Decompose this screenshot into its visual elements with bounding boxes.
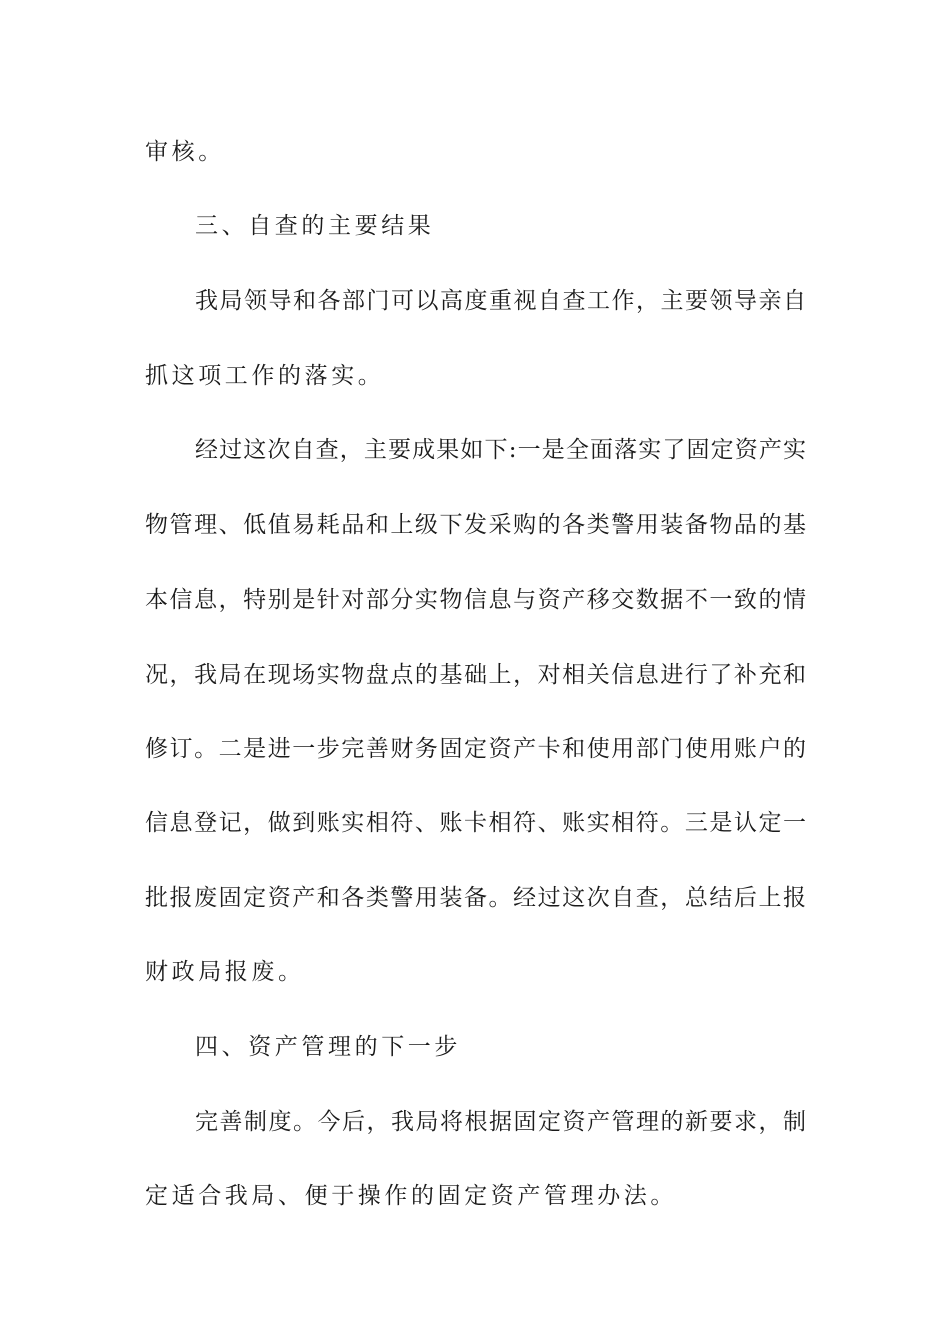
- paragraph-line: 抓这项工作的落实。: [145, 363, 385, 389]
- paragraph-line: 信息登记，做到账实相符、账卡相符、账实相符。三是认定一: [145, 810, 806, 836]
- paragraph-line: 批报废固定资产和各类警用装备。经过这次自查，总结后上报: [145, 885, 806, 911]
- paragraph-line: 财政局报废。: [145, 959, 305, 985]
- section-heading-3: 三、自查的主要结果: [195, 213, 435, 239]
- paragraph-line: 况，我局在现场实物盘点的基础上，对相关信息进行了补充和: [145, 662, 806, 688]
- paragraph-line: 经过这次自查，主要成果如下:一是全面落实了固定资产实: [195, 437, 806, 463]
- paragraph-line: 物管理、低值易耗品和上级下发采购的各类警用装备物品的基: [145, 512, 806, 538]
- paragraph-line: 定适合我局、便于操作的固定资产管理办法。: [145, 1183, 677, 1209]
- section-heading-4: 四、资产管理的下一步: [195, 1034, 461, 1060]
- paragraph-line: 完善制度。今后，我局将根据固定资产管理的新要求，制: [195, 1109, 806, 1135]
- paragraph-line: 修订。二是进一步完善财务固定资产卡和使用部门使用账户的: [145, 736, 806, 762]
- paragraph-line: 审核。: [145, 139, 225, 165]
- paragraph-line: 本信息，特别是针对部分实物信息与资产移交数据不一致的情: [145, 587, 806, 613]
- paragraph-line: 我局领导和各部门可以高度重视自查工作，主要领导亲自: [195, 288, 806, 314]
